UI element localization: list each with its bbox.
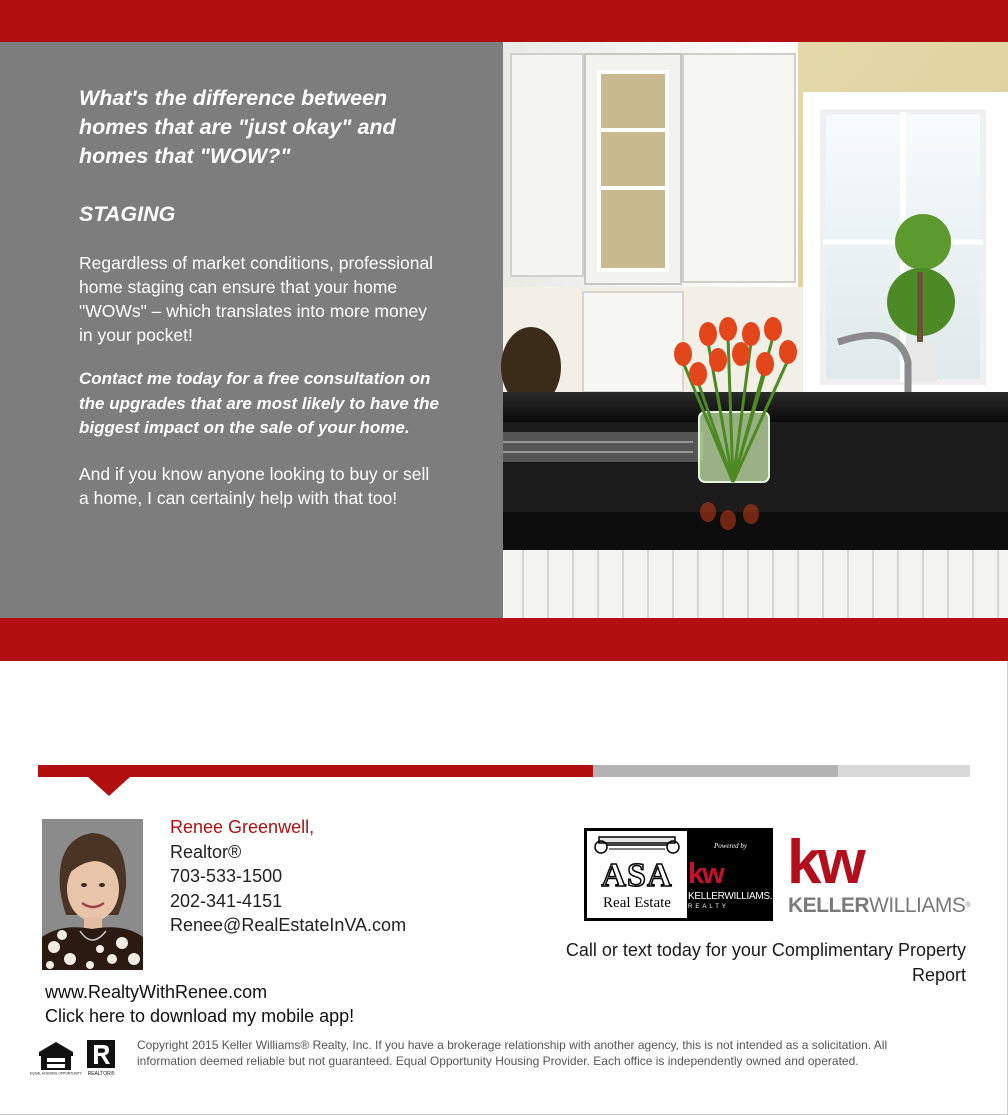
keller-williams-logo (786, 830, 976, 920)
website-link[interactable]: www.RealtyWithRenee.com (45, 982, 268, 1002)
equal-housing-icon (29, 1040, 83, 1076)
hero-cta: Contact me today for a free consultation on the upgrades that are most likely to have the biggest impact on the sale of your home. (79, 369, 439, 437)
realtor-r-icon (84, 1040, 120, 1076)
asa-logo-panel (587, 831, 687, 918)
avatar (42, 819, 143, 970)
agent-phone-primary[interactable]: 703-533-1500 (170, 866, 283, 886)
divider-grey-segment (593, 765, 838, 777)
kitchen-photo (503, 42, 1008, 618)
call-to-action-text: Call or text today for your Complimentary Property Report (565, 940, 966, 985)
hero-closing: And if you know anyone looking to buy or sell a home, I can certainly help with that too! (79, 463, 430, 508)
kw-mark: kw (787, 828, 862, 897)
asa-subtitle: Real Estate (603, 895, 671, 911)
agent-email-link[interactable]: Renee@RealEstateInVA.com (170, 915, 407, 935)
realtor-label: REALTOR® (87, 1071, 115, 1077)
hero-section (0, 42, 1008, 618)
agent-phone-secondary[interactable]: 202-341-4151 (170, 890, 283, 911)
copyright-disclaimer: Copyright 2015 Keller Williams® Realty, Inc. If you have a brokerage relationship with another agency, this is not intended as a solicitation. All information deemed reliable but not guaranteed. Equal Opportunity Housing Provider. Each office is independently owned and operated. (137, 1038, 888, 1068)
asa-kw-name: KELLERWILLIAMS. (688, 891, 773, 902)
agent-web-links (45, 980, 354, 1028)
asa-powered-by: Powered by (714, 842, 747, 850)
divider-pointer (88, 777, 130, 796)
agent-title: Realtor® (170, 841, 242, 862)
asa-kw-mark: kw (688, 858, 723, 890)
hero-text-panel (0, 42, 503, 618)
hero-subhead: STAGING (79, 202, 176, 226)
kw-wordmark-bold: KELLER (788, 894, 869, 917)
mobile-app-link[interactable]: Click here to download my mobile app! (45, 1006, 355, 1026)
asa-letters: ASA (601, 857, 673, 894)
top-red-band (0, 0, 1008, 42)
hero-headline: What's the difference between homes that are "just okay" and homes that "WOW?" (79, 86, 396, 168)
divider-red-segment (38, 765, 593, 777)
asa-real-estate-logo (584, 828, 773, 921)
kw-wordmark-light: WILLIAMS (869, 894, 966, 917)
section-divider (38, 765, 970, 777)
agent-name: Renee Greenwell, (170, 817, 315, 837)
bottom-red-band (0, 618, 1008, 661)
kw-wordmark (788, 894, 970, 918)
asa-realty-label: REALTY (688, 904, 729, 910)
agent-contact-block (170, 815, 406, 938)
divider-light-segment (838, 765, 970, 777)
hero-body: Regardless of market conditions, professional home staging can ensure that your home "WOWs" – which translates into more money in your pocket! (79, 253, 434, 345)
eho-label: EQUAL HOUSING OPPORTUNITY (29, 1071, 83, 1076)
kw-registered-mark: ® (965, 902, 971, 909)
